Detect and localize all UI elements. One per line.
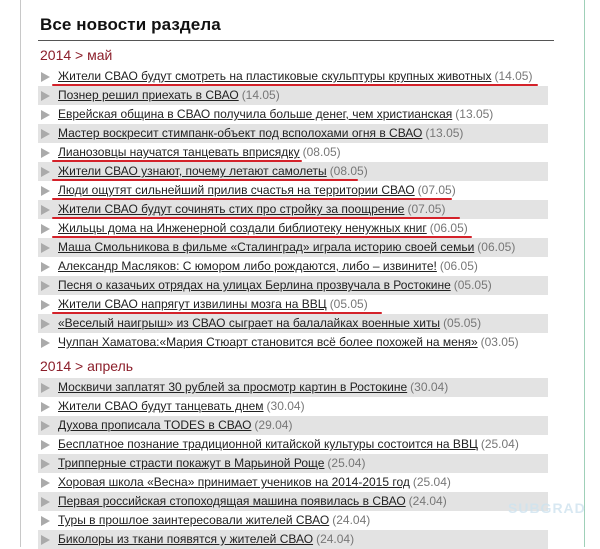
news-list-item: [38, 454, 548, 473]
news-list-item: [38, 397, 548, 416]
news-date: (08.05): [329, 164, 368, 178]
bullet-arrow-icon: [41, 281, 50, 291]
news-date: (03.05): [480, 335, 519, 349]
news-date: (24.04): [316, 532, 355, 546]
news-link[interactable]: Жильцы дома на Инженерной создали библиотеку ненужных книг: [58, 221, 427, 235]
month-heading[interactable]: 2014 > апрель: [40, 358, 134, 374]
news-list-item: [38, 200, 548, 219]
news-list-item: [38, 219, 548, 238]
news-list-item: [38, 416, 548, 435]
bullet-arrow-icon: [41, 319, 50, 329]
bullet-arrow-icon: [41, 516, 50, 526]
news-date: (13.05): [455, 107, 494, 121]
news-link[interactable]: Туры в прошлое заинтересовали жителей СВАО: [58, 513, 330, 527]
news-link[interactable]: Духова прописала TODES в СВАО: [58, 418, 252, 432]
month-heading[interactable]: 2014 > май: [40, 47, 113, 63]
news-date: (07.05): [417, 183, 456, 197]
news-date: (05.05): [329, 297, 368, 311]
bullet-arrow-icon: [41, 224, 50, 234]
news-list-item: [38, 162, 548, 181]
news-list-item: [38, 105, 548, 124]
news-list-item: [38, 473, 548, 492]
bullet-arrow-icon: [41, 383, 50, 393]
news-link[interactable]: Познер решил приехать в СВАО: [58, 88, 239, 102]
bullet-arrow-icon: [41, 110, 50, 120]
news-date: (24.04): [332, 513, 371, 527]
news-list-item: [38, 333, 548, 352]
news-date: (14.05): [241, 88, 280, 102]
news-list-item: [38, 530, 548, 549]
right-page-border: [584, 0, 585, 547]
bullet-arrow-icon: [41, 243, 50, 253]
news-list-item: [38, 378, 548, 397]
news-list-item: [38, 492, 548, 511]
news-list-item: [38, 511, 548, 530]
news-link[interactable]: Мастер воскресит стимпанк-объект под всполохами огня в СВАО: [58, 126, 423, 140]
news-link[interactable]: Первая российская стопоходящая машина появилась в СВАО: [58, 494, 406, 508]
news-date: (13.05): [425, 126, 464, 140]
bullet-arrow-icon: [41, 300, 50, 310]
news-date: (25.04): [480, 437, 519, 451]
news-list-item: [38, 143, 548, 162]
news-list: [38, 67, 554, 352]
bullet-arrow-icon: [41, 72, 50, 82]
news-link[interactable]: Маша Смольникова в фильме «Сталинград» играла историю своей семьи: [58, 240, 475, 254]
news-date: (06.05): [477, 240, 516, 254]
news-list: [38, 378, 554, 549]
news-link[interactable]: Жители СВАО будут сочинять стих про стройку за поощрение: [58, 202, 405, 216]
news-link[interactable]: Жители СВАО будут танцевать днем: [58, 399, 264, 413]
section-title: Все новости раздела: [38, 14, 554, 41]
news-link[interactable]: Песня о казачьих отрядах на улицах Берлина прозвучала в Ростокине: [58, 278, 451, 292]
bullet-arrow-icon: [41, 148, 50, 158]
news-date: (06.05): [429, 221, 468, 235]
bullet-arrow-icon: [41, 440, 50, 450]
news-list-item: [38, 435, 548, 454]
news-link[interactable]: Жители СВАО напрягут извилины мозга на ВВЦ: [58, 297, 327, 311]
news-date: (05.05): [443, 316, 482, 330]
watermark-logo: SUBGRAD: [508, 500, 586, 516]
news-date: (30.04): [410, 380, 449, 394]
news-date: (29.04): [254, 418, 293, 432]
news-list-item: [38, 276, 548, 295]
news-list-item: [38, 124, 548, 143]
left-page-border: [20, 0, 21, 547]
news-date: (30.04): [266, 399, 305, 413]
news-list-item: [38, 67, 548, 86]
news-link[interactable]: Жители СВАО будут смотреть на пластиковые скульптуры крупных животных: [58, 69, 492, 83]
news-link[interactable]: Александр Масляков: С юмором либо рождаются, либо – извините!: [58, 259, 437, 273]
news-link[interactable]: Хоровая школа «Весна» принимает учеников на 2014-2015 год: [58, 475, 410, 489]
bullet-arrow-icon: [41, 459, 50, 469]
bullet-arrow-icon: [41, 91, 50, 101]
bullet-arrow-icon: [41, 205, 50, 215]
bullet-arrow-icon: [41, 402, 50, 412]
news-list-item: [38, 257, 548, 276]
news-link[interactable]: Биколоры из ткани появятся у жителей СВАО: [58, 532, 314, 546]
news-link[interactable]: «Веселый наигрыш» из СВАО сыграет на балалайках военные хиты: [58, 316, 441, 330]
news-date: (25.04): [327, 456, 366, 470]
bullet-arrow-icon: [41, 535, 50, 545]
news-link[interactable]: Москвичи заплатят 30 рублей за просмотр картин в Ростокине: [58, 380, 408, 394]
news-list-item: [38, 86, 548, 105]
news-link[interactable]: Люди ощутят сильнейший прилив счастья на территории СВАО: [58, 183, 415, 197]
news-link[interactable]: Трипперные страсти покажут в Марьиной Роще: [58, 456, 325, 470]
news-link[interactable]: Чулпан Хаматова:«Мария Стюарт становится всё более похожей на меня»: [58, 335, 478, 349]
news-link[interactable]: Еврейская община в СВАО получила больше денег, чем христианская: [58, 107, 453, 121]
news-list-item: [38, 295, 548, 314]
news-date: (05.05): [453, 278, 492, 292]
news-list-item: [38, 238, 548, 257]
bullet-arrow-icon: [41, 478, 50, 488]
news-section: [38, 14, 554, 549]
bullet-arrow-icon: [41, 129, 50, 139]
bullet-arrow-icon: [41, 497, 50, 507]
news-date: (06.05): [439, 259, 478, 273]
bullet-arrow-icon: [41, 186, 50, 196]
news-date: (24.04): [408, 494, 447, 508]
news-date: (07.05): [407, 202, 446, 216]
news-link[interactable]: Лианозовцы научатся танцевать вприсядку: [58, 145, 300, 159]
news-date: (08.05): [302, 145, 341, 159]
bullet-arrow-icon: [41, 167, 50, 177]
months-container: [38, 46, 554, 549]
bullet-arrow-icon: [41, 262, 50, 272]
news-date: (14.05): [494, 69, 533, 83]
news-link[interactable]: Жители СВАО узнают, почему летают самолеты: [58, 164, 327, 178]
news-date: (25.04): [412, 475, 451, 489]
news-list-item: [38, 314, 548, 333]
bullet-arrow-icon: [41, 421, 50, 431]
news-list-item: [38, 181, 548, 200]
bullet-arrow-icon: [41, 338, 50, 348]
news-link[interactable]: Бесплатное познание традиционной китайской культуры состоится на ВВЦ: [58, 437, 478, 451]
